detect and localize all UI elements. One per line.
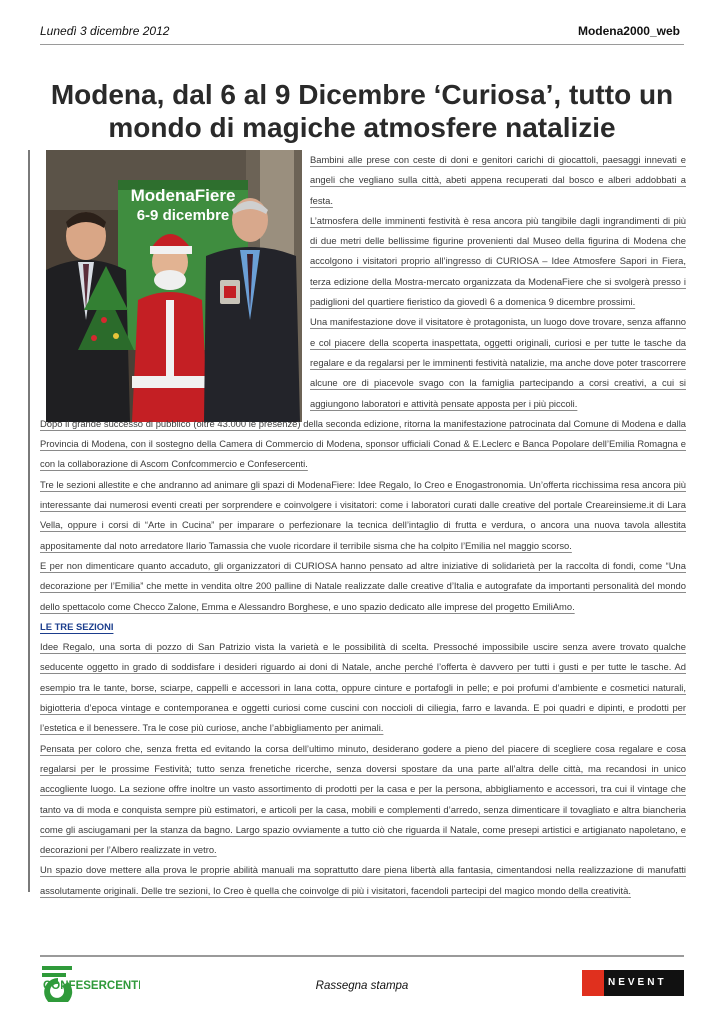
nevent-logo: [582, 970, 684, 996]
paragraph: E per non dimenticare quanto accaduto, gli organizzatori di CURIOSA hanno pensato ad altre iniziative di solidarietà per la raccolta di fondi, come “Una decorazione per l’Emilia” che mette in vendita oltre 200 palline di Natale realizzate dalle creative d’Italia e autografate da importanti personalità del mondo dello spettacolo come Checco Zalone, Emma e Alessandro Borghese, e uno spazio dedicato alle imprese del progetto EmiliAmo.: [40, 559, 686, 612]
article-title: Modena, dal 6 al 9 Dicembre ‘Curiosa’, tutto un mondo di magiche atmosfere natalizie: [50, 79, 674, 143]
paragraph: Tre le sezioni allestite e che andranno ad animare gli spazi di ModenaFiere: Idee Regalo, Io Creo e Enogastronomia. Un’offerta ricchissima resa ancora più interessante dai numerosi eventi creati per sorprendere e coinvolgere i visitatori: come i laboratori curati dalle creative del portale Creareinsieme.it di Lara Vella, oppure i corsi di “Arte in Cucina” per imparare o perfezionare la tecnica dell’intaglio di frutta e verdura, o ancora una nuova tavola allestita appositamente dal noto arredatore Ilario Tamassia che vuole ricordare il terribile sisma che ha colpito l’Emilia nel maggio scorso.: [40, 478, 686, 551]
paragraph: Un spazio dove mettere alla prova le proprie abilità manuali ma soprattutto dare piena libertà alla fantasia, cimentandosi nella realizzazione di manufatti assolutamente originali. Delle tre sezioni, Io Creo è quella che coinvolge di più i visitatori, facendoli partecipi del magico mondo della creatività.: [40, 864, 686, 896]
header-date: Lunedì 3 dicembre 2012: [40, 24, 170, 38]
paragraph: L’atmosfera delle imminenti festività è resa ancora più tangibile dagli ingrandimenti di più di due metri delle bellissime figurine provenienti dal Museo della figurina di Modena che accolgono i visitatori proprio all’ingresso di CURIOSA – Idee Atmosfere Sapori in Fiera, terza edizione della Mostra-mercato organizzata da ModenaFiere che si svolgerà presso i padiglioni del quartiere fieristico da giovedì 6 a domenica 9 dicembre prossimi.: [310, 214, 686, 308]
page-header: [40, 20, 684, 45]
confesercenti-wordmark: CONFESERCENTI: [43, 980, 140, 992]
nevent-red-block: [582, 970, 604, 996]
paragraph: Dopo il grande successo di pubblico (oltre 43.000 le presenze) della seconda edizione, ritorna la manifestazione patrocinata dal Comune di Modena e dalla Provincia di Modena, con il sostegno della Camera di Commercio di Modena, sponsor ufficiali Conad & E.Leclerc e Banca Popolare dell’Emilia Romagna e con la collaborazione di Ascom Confcommercio e Confesercenti.: [40, 417, 686, 470]
section-heading: LE TRE SEZIONI: [40, 620, 114, 632]
article-body: [40, 150, 686, 901]
left-margin-bar: [28, 150, 30, 892]
paragraph: Idee Regalo, una sorta di pozzo di San Patrizio vista la varietà e le possibilità di scelta. Pressoché impossibile uscire senza avere trovato qualche seducente oggetto in grado di soddisfare i desideri riguardo ai doni di Natale, anche perché l’offerta è davvero per tutti i gusti e per tutte le tasche. Ad esempio tra le tante, borse, sciarpe, cappelli e accessori in lana cotta, oppure cinture e portafogli in pelle; e poi profumi d’ambiente e cosmetici naturali, bigiotteria d’epoca vintage e contemporanea e oggetti curiosi come cuscini con noccioli di ciliegia, farro e lavanda. E poi quadri e dipinti, e prodotti per l’estetica e il benessere. Tra le cose più curiose, anche l’abbigliamento per animali.: [40, 641, 686, 734]
nevent-wordmark: NEVENT: [608, 977, 667, 988]
paragraph: Una manifestazione dove il visitatore è protagonista, un luogo dove trovare, senza affanno e col piacere della scoperta inaspettata, oggetti originali, curiosi e per tutte le tasche da regalare e da regalarsi per le imminenti festività natalizie, ma anche dove poter trascorrere alcune ore di piacevole svago con la famiglia partecipando a corsi creativi, a cui si aggiungono laboratori e attività pensate apposta per i più piccoli.: [310, 316, 686, 409]
footer-caption: Rassegna stampa: [315, 980, 409, 992]
footer-divider: [40, 955, 684, 957]
banner-line1: ModenaFiere: [130, 186, 236, 205]
banner-line2: 6-9 dicembre: [136, 207, 230, 224]
header-source: Modena2000_web: [577, 24, 680, 38]
paragraph: Bambini alle prese con ceste di doni e genitori carichi di giocattoli, paesaggi innevati e angeli che vegliano sulla città, abeti appena recuperati dal bosco e alberi addobbati a festa.: [310, 154, 686, 206]
photo-float-spacer: [40, 150, 310, 402]
paragraph: Pensata per coloro che, senza fretta ed evitando la corsa dell’ultimo minuto, desiderano godere a pieno del piacere di scegliere cosa regalare e cosa regalarsi per le prossime Festività; tutto senza frenetiche ricerche, senza doversi spostare da una parte all’altra delle città, ma recandosi in unico accogliente luogo. La sezione offre inoltre un vasto assortimento di prodotti per la casa e per la persona, abbigliamento e accessori, tra cui il vintage che tanto va di moda e conquista sempre più estimatori, e articoli per la casa, mobili e complementi d’arredo, senza dimenticare il tovagliato e altra biancheria come gli asciugamani per la stanza da bagno. Largo spazio ovviamente a tutto ciò che riguarda il Natale, come presepi artistici e artigianato napoletano, e decorazioni per l’Albero realizzate in vetro.: [40, 742, 686, 856]
